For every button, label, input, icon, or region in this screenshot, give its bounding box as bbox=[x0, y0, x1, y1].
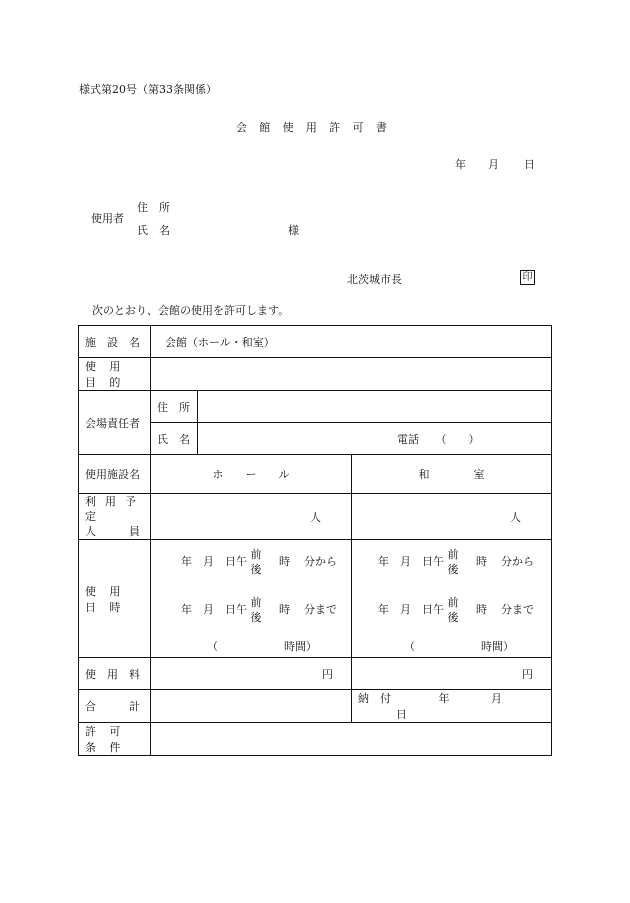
seal-mark: 印 bbox=[520, 270, 535, 285]
facility-name-value: 会館（ホール・和室） bbox=[151, 326, 552, 358]
applicant-honorific: 様 bbox=[288, 224, 299, 237]
facility-name-label: 施 設 名 bbox=[79, 326, 151, 358]
date-day: 日 bbox=[524, 158, 535, 171]
hall-datetime-field[interactable]: 年 月 日午 前 後 時 分から 年 月 日午 前 後 時 分まで （ 時間） bbox=[151, 540, 352, 658]
applicant-label: 使用者 bbox=[91, 212, 124, 225]
washitsu-label: 和 室 bbox=[352, 455, 552, 494]
date-year: 年 bbox=[455, 158, 466, 171]
issuer-name: 北茨城市長 bbox=[347, 273, 402, 286]
datetime-label: 使 用 日 時 bbox=[79, 540, 151, 658]
applicant-address-label: 住 所 bbox=[137, 201, 170, 214]
total-label: 合 計 bbox=[79, 690, 151, 723]
responsible-label: 会場責任者 bbox=[79, 391, 151, 455]
total-field[interactable] bbox=[151, 690, 352, 723]
hall-label: ホ ー ル bbox=[151, 455, 352, 494]
phone-label: 電話 （ ） bbox=[397, 432, 480, 446]
permit-table bbox=[78, 325, 552, 756]
conditions-field[interactable] bbox=[151, 723, 552, 756]
date-month: 月 bbox=[488, 158, 499, 171]
intro-text: 次のとおり、会館の使用を許可します。 bbox=[92, 304, 290, 317]
form-number: 様式第20号（第33条関係） bbox=[79, 83, 217, 96]
hall-users-field[interactable]: 人 bbox=[151, 494, 352, 540]
resp-address-label: 住 所 bbox=[151, 391, 198, 423]
washitsu-datetime-field[interactable]: 年 月 日午 前 後 時 分から 年 月 日午 前 後 時 分まで （ 時間） bbox=[352, 540, 552, 658]
payment-label: 納 付 bbox=[358, 692, 391, 705]
hall-fee-field[interactable]: 円 bbox=[151, 658, 352, 690]
fee-label: 使 用 料 bbox=[79, 658, 151, 690]
resp-address-field[interactable] bbox=[198, 391, 552, 423]
purpose-field[interactable] bbox=[151, 358, 552, 391]
planned-users-label: 利 用 予 定 人 員 bbox=[79, 494, 151, 540]
applicant-name-label: 氏 名 bbox=[137, 224, 170, 237]
conditions-label: 許 可 条 件 bbox=[79, 723, 151, 756]
resp-name-label: 氏 名 bbox=[151, 423, 198, 455]
page-title: 会 館 使 用 許 可 書 bbox=[236, 121, 392, 134]
purpose-label: 使 用 目 的 bbox=[79, 358, 151, 391]
resp-name-field[interactable] bbox=[198, 423, 552, 455]
payment-field[interactable]: 納 付 年 月 日 bbox=[352, 690, 552, 723]
washitsu-users-field[interactable]: 人 bbox=[352, 494, 552, 540]
washitsu-fee-field[interactable]: 円 bbox=[352, 658, 552, 690]
facility-use-label: 使用施設名 bbox=[79, 455, 151, 494]
